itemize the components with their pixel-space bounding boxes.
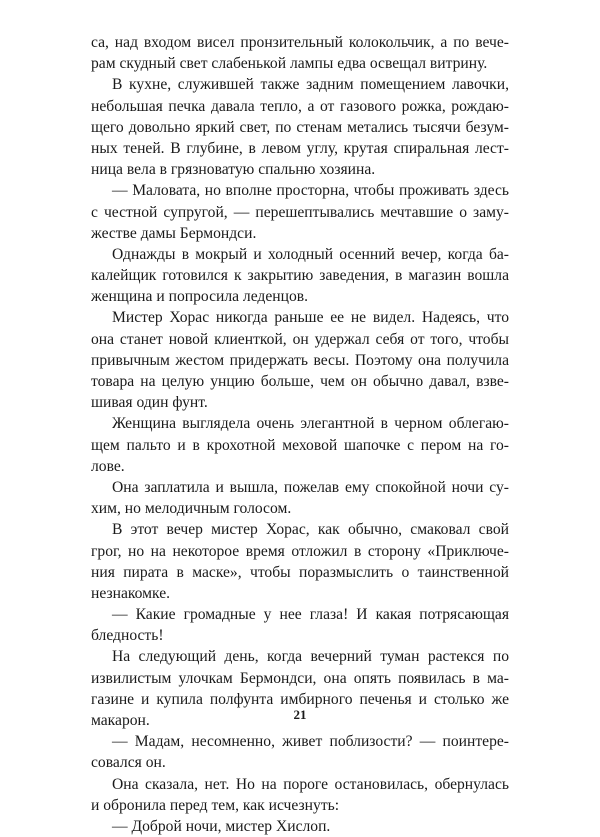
text-line: хим, но мелодичным голосом. (91, 500, 292, 518)
text-line: В этот вечер мистер Хорас, как обычно, смаковал свой (112, 521, 509, 539)
text-line: В кухне, служившей также задним помещением лавочки, (112, 76, 509, 94)
text-line: незнакомке. (91, 584, 171, 602)
text-line: Она заплатила и вышла, пожелав ему спокойной ночи су- (112, 478, 509, 496)
paragraph (91, 32, 509, 74)
text-line: жестве дамы Бермондси. (91, 224, 257, 242)
text-line: и обронила перед тем, как исчезнуть: (91, 796, 340, 814)
paragraph (91, 244, 509, 308)
text-line: газине и купила полфунта имбирного печенья и столько же (91, 690, 509, 708)
text-line: Однажды в мокрый и холодный осенний вечер, когда ба- (112, 245, 509, 263)
text-line: Женщина выглядела очень элегантной в черном облегаю- (112, 415, 509, 433)
text-line: ния пирата в маске», чтобы поразмыслить о таинственной (91, 563, 509, 581)
paragraph (91, 604, 509, 646)
paragraph (91, 519, 509, 604)
text-line: На следующий день, когда вечерний туман растекся по (112, 648, 509, 666)
text-line: — Маловата, но вполне просторна, чтобы проживать здесь (112, 182, 509, 200)
text-line: — Какие громадные у нее глаза! И какая потрясающая (112, 606, 509, 624)
text-line: калейщик готовился к закрытию заведения, в магазин вошла (91, 267, 509, 285)
paragraph (91, 731, 509, 773)
page-number: 21 (293, 707, 307, 722)
text-line: са, над входом висел пронзительный колокольчик, а по вече- (91, 34, 509, 51)
paragraph (91, 180, 509, 244)
text-line: грог, но на некоторое время отложил в сторону «Приключе- (91, 542, 509, 560)
text-line: бледность! (91, 627, 164, 645)
paragraph (91, 74, 509, 180)
text-line: — Доброй ночи, мистер Хислоп. (112, 817, 331, 835)
text-line: рам скудный свет слабенькой лампы едва освещал витрину. (91, 55, 488, 73)
text-line: женщина и попросила леденцов. (91, 288, 309, 306)
paragraph (91, 307, 509, 413)
text-line: лове. (91, 457, 125, 475)
text-line: — Мадам, несомненно, живет поблизости? — поинтере- (112, 733, 509, 751)
paragraph (91, 477, 509, 519)
text-line: с честной супругой, — перешептывались мечтавшие о заму- (91, 203, 509, 221)
text-line: шивая один фунт. (91, 394, 208, 412)
text-line: ных теней. В глубине, в левом углу, крутая спиральная лест- (91, 139, 509, 157)
paragraph (91, 413, 509, 477)
text-line: извилистым улочкам Бермондси, она опять появилась в ма- (91, 669, 509, 687)
text-line: совался он. (91, 754, 166, 772)
text-line: Мистер Хорас никогда раньше ее не видел. Надеясь, что (112, 309, 509, 327)
text-line: товара на целую унцию больше, чем он обычно давал, взве- (91, 373, 509, 390)
text-line: щем пальто и в крохотной меховой шапочке с пером на го- (91, 436, 509, 454)
text-line: небольшая печка давала тепло, а от газового рожка, рождаю- (91, 97, 509, 115)
text-line: Она сказала, нет. Но на пороге остановилась, обернулась (112, 775, 509, 793)
paragraph (91, 774, 509, 816)
text-line: макарон. (91, 712, 150, 729)
text-line: привычным жестом придержать весы. Поэтому она получила (91, 351, 509, 369)
text-line: ница вела в грязноватую спальню хозяина. (91, 161, 376, 179)
paragraph (91, 816, 509, 837)
text-line: она станет новой клиенткой, он удержал себя от того, чтобы (91, 330, 509, 348)
text-line: щего довольно яркий свет, по стенам метались тысячи безум- (91, 118, 509, 136)
